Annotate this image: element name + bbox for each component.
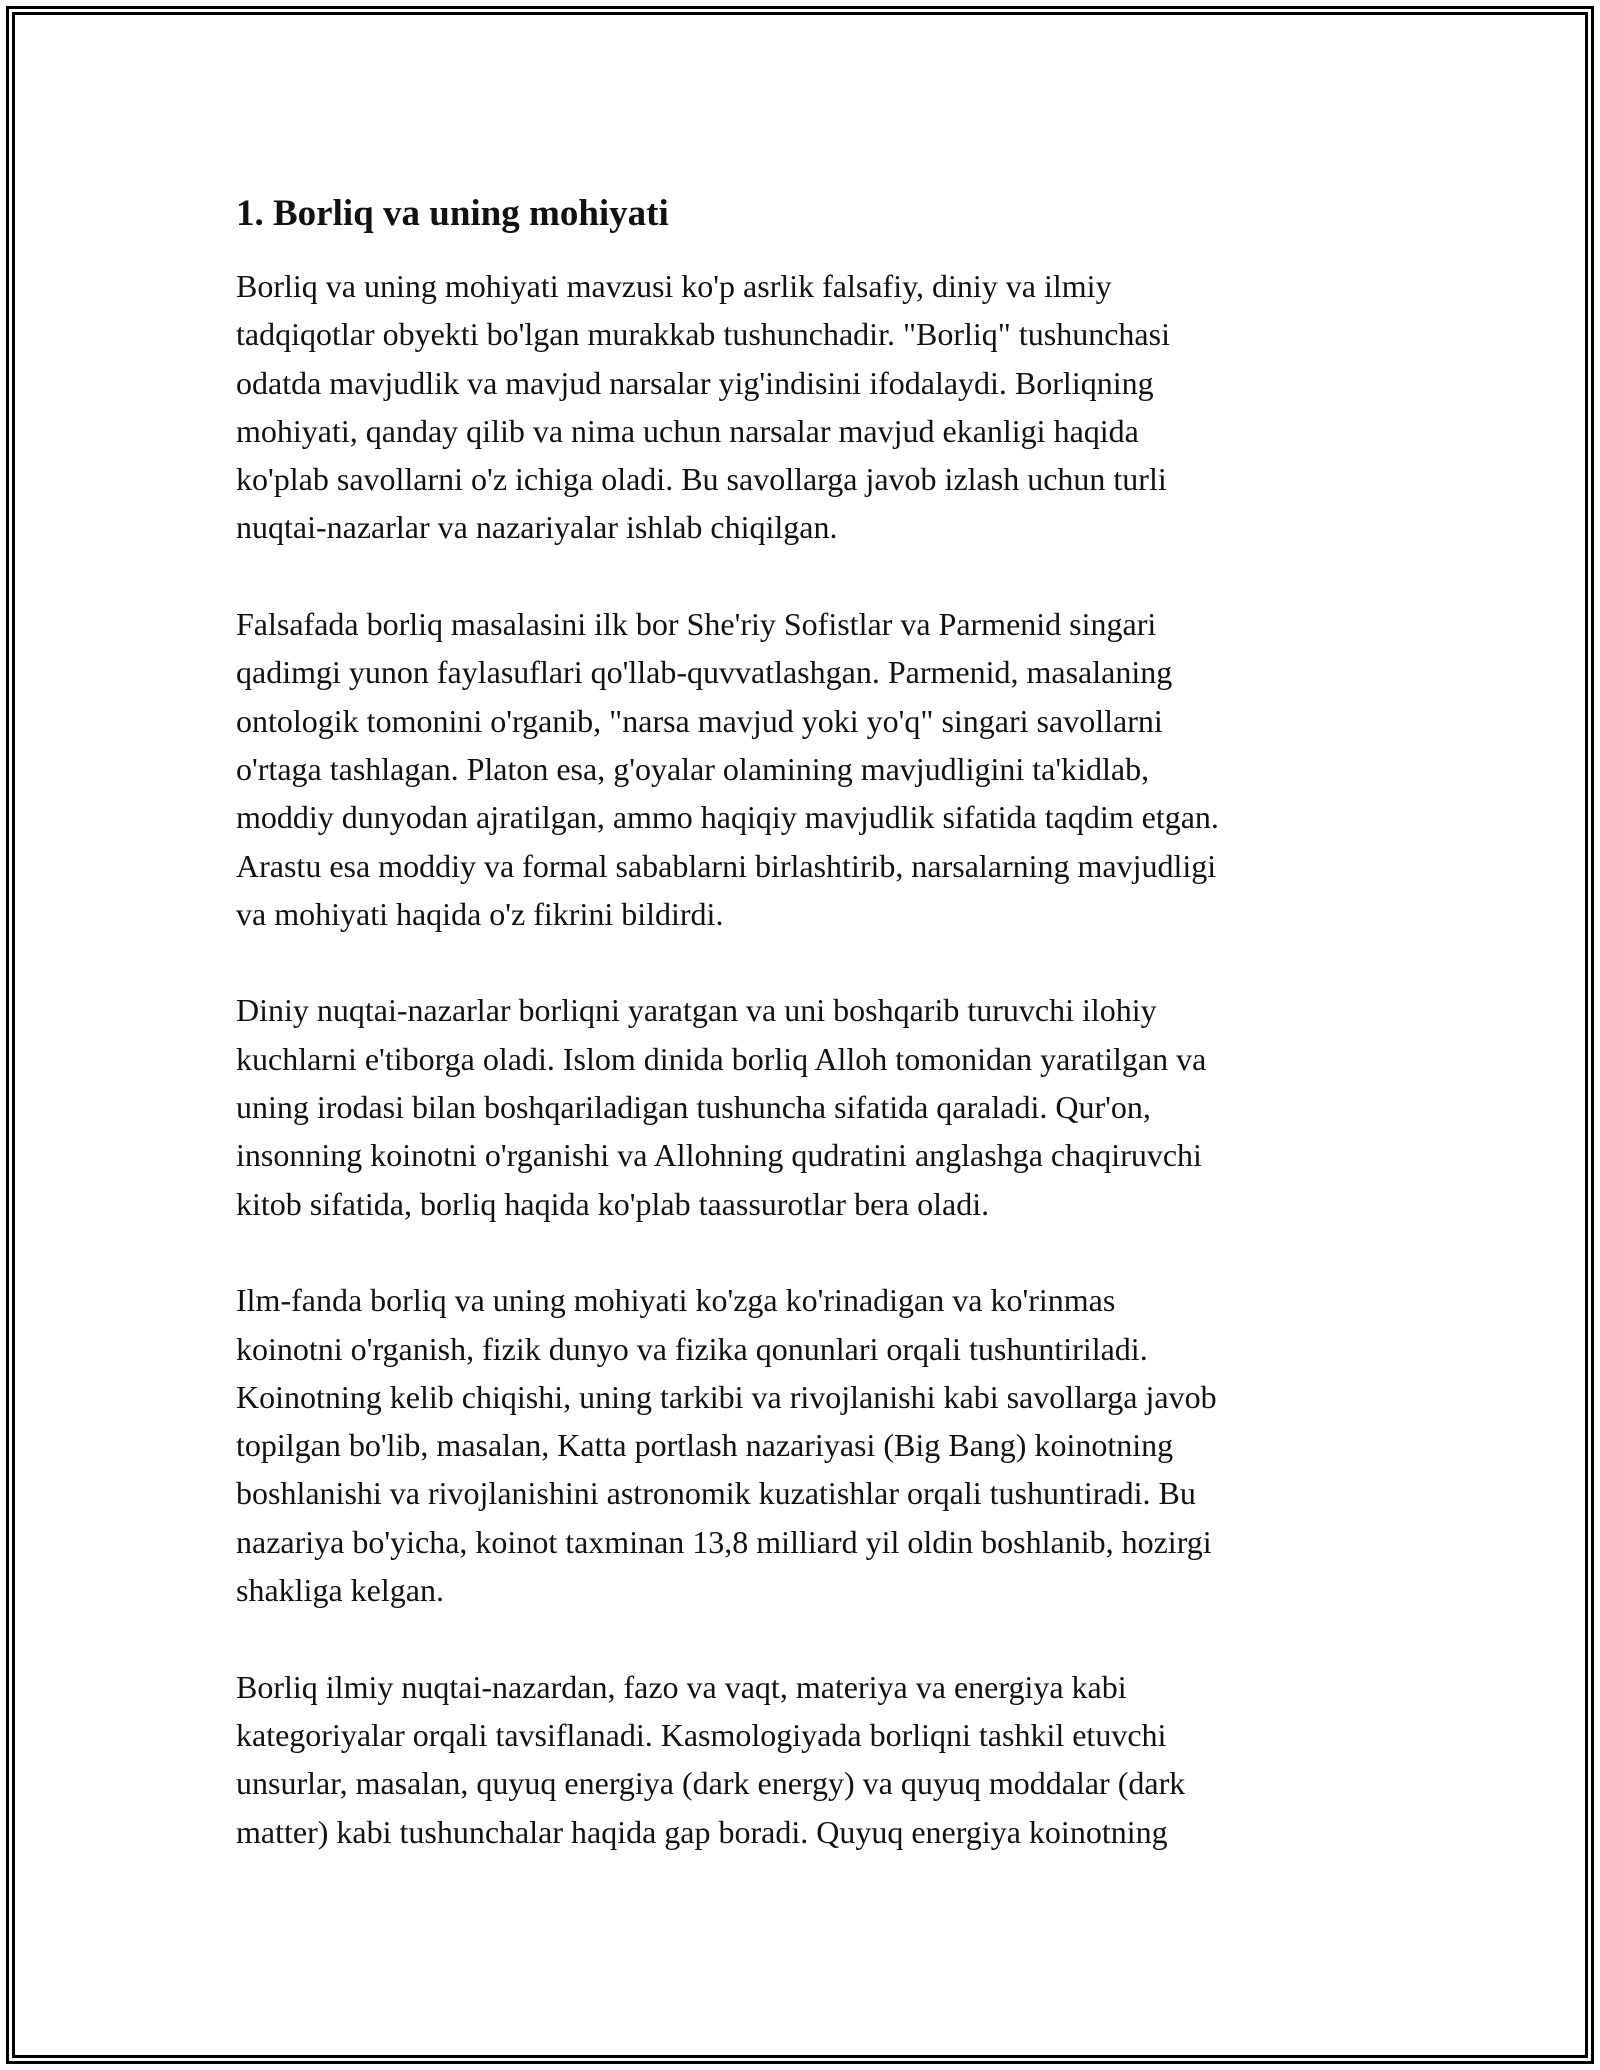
paragraph-4: Ilm-fanda borliq va uning mohiyati ko'zga ko'rinadigan va ko'rinmas koinotni o'rganish, fizik dunyo va fizika qonunlari orqali tushuntiriladi. Koinotning kelib chiqishi, uning tarkibi va rivojlanishi kabi savollarga javob topilgan bo'lib, masalan, Katta portlash nazariyasi (Big Bang) koinotning boshlanishi va rivojlanishini astronomik kuzatishlar orqali tushuntiradi. Bu nazariya bo'yicha, koinot taxminan 13,8 milliard yil oldin boshlanib, hozirgi shakliga kelgan. xyxy=(236,1282,1217,1609)
section-title: 1. Borliq va uning mohiyati xyxy=(236,193,669,234)
paragraph-1: Borliq va uning mohiyati mavzusi ko'p asrlik falsafiy, diniy va ilmiy tadqiqotlar obyekti bo'lgan murakkab tushunchadir. "Borliq" tushunchasi odatda mavjudlik va mavjud narsalar yig'indisini ifodalaydi. Borliqning mohiyati, qanday qilib va nima uchun narsalar mavjud ekanligi haqida ko'plab savollarni o'z ichiga oladi. Bu savollarga javob izlash uchun turli nuqtai-nazarlar va nazariyalar ishlab chiqilgan. xyxy=(236,268,1170,546)
paragraph-2: Falsafada borliq masalasini ilk bor She'riy Sofistlar va Parmenid singari qadimgi yunon faylasuflari qo'llab-quvvatlashgan. Parmenid, masalaning ontologik tomonini o'rganib, "narsa mavjud yoki yo'q" singari savollarni o'rtaga tashlagan. Platon esa, g'oyalar olamining mavjudligini ta'kidlab, moddiy dunyodan ajratilgan, ammo haqiqiy mavjudlik sifatida taqdim etgan. Arastu esa moddiy va formal sabablarni birlashtirib, narsalarning mavjudligi va mohiyati haqida o'z fikrini bildirdi. xyxy=(236,606,1219,932)
paragraph-3: Diniy nuqtai-nazarlar borliqni yaratgan va uni boshqarib turuvchi ilohiy kuchlarni e'tiborga oladi. Islom dinida borliq Alloh tomonidan yaratilgan va uning irodasi bilan boshqariladigan tushuncha sifatida qaraladi. Qur'on, insonning koinotni o'rganishi va Allohning qudratini anglashga chaqiruvchi kitob sifatida, borliq haqida ko'plab taassurotlar bera oladi. xyxy=(236,992,1207,1222)
document-body xyxy=(236,186,1366,1904)
paragraph-5: Borliq ilmiy nuqtai-nazardan, fazo va vaqt, materiya va energiya kabi kategoriyalar orqali tavsiflanadi. Kasmologiyada borliqni tashkil etuvchi unsurlar, masalan, quyuq energiya (dark energy) va quyuq moddalar (dark matter) kabi tushunchalar haqida gap boradi. Quyuq energiya koinotning xyxy=(236,1668,1186,1850)
